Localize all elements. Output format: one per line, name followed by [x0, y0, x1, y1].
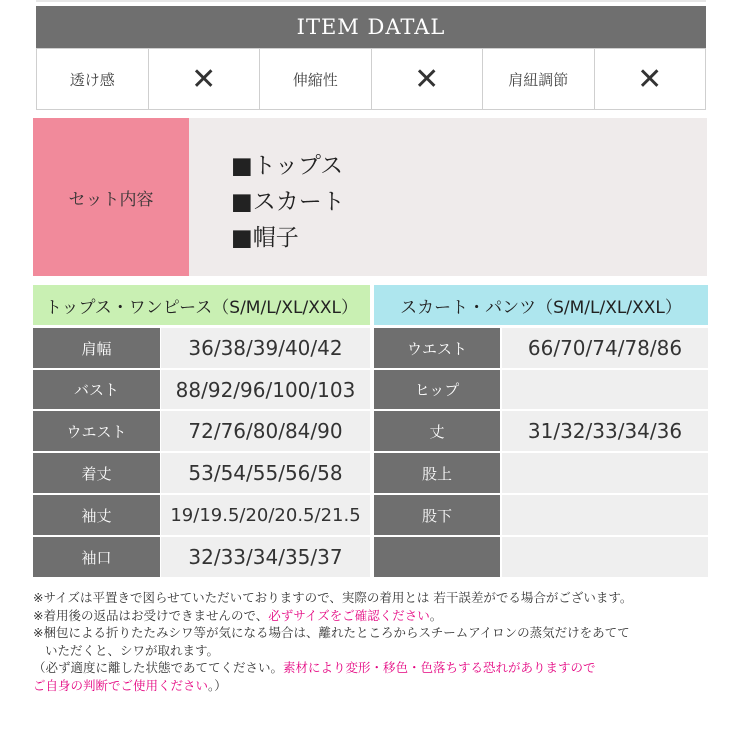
- bottoms-row-label: 股上: [374, 453, 500, 493]
- tops-row-value: 53/54/55/56/58: [161, 453, 370, 493]
- note-line: [33, 607, 723, 625]
- note-emphasis: 必ずサイズをご確認ください: [268, 607, 430, 623]
- tops-size-header: トップス・ワンピース（S/M/L/XL/XXL）: [33, 285, 370, 325]
- tops-row-value: 19/19.5/20/20.5/21.5: [161, 495, 370, 535]
- bottoms-row-value: [502, 537, 708, 577]
- tops-row-value: 36/38/39/40/42: [161, 328, 370, 368]
- tops-row-value: 88/92/96/100/103: [161, 370, 370, 409]
- note-line: [33, 677, 723, 695]
- attr-value-sheerness-cross-icon: ✕: [149, 49, 261, 109]
- tops-row-label: 肩幅: [33, 328, 160, 368]
- note-line: ※梱包による折りたたみシワ等が気になる場合は、離れたところからスチームアイロンの蒸気だけをあてて: [33, 625, 630, 640]
- note-line: [33, 659, 723, 677]
- set-item-tops: ■トップス: [231, 153, 344, 179]
- size-notes: [33, 589, 723, 694]
- tops-row-label: バスト: [33, 370, 160, 409]
- set-contents-label: セット内容: [33, 118, 189, 276]
- attr-label-strap-adjust: 肩紐調節: [483, 49, 595, 109]
- tops-row-value: 72/76/80/84/90: [161, 411, 370, 451]
- bottoms-row-value: [502, 495, 708, 535]
- bottoms-row-value: [502, 453, 708, 493]
- note-text: 。）: [208, 677, 227, 693]
- tops-row-value: 32/33/34/35/37: [161, 537, 370, 577]
- bottoms-size-header: スカート・パンツ（S/M/L/XL/XXL）: [374, 285, 708, 325]
- attr-value-strap-adjust-cross-icon: ✕: [637, 61, 663, 97]
- tops-row-label: 着丈: [33, 453, 160, 493]
- tops-row-label: ウエスト: [33, 411, 160, 451]
- bottoms-row-label: 股下: [374, 495, 500, 535]
- note-emphasis: 素材により変形・移色・色落ちする恐れがありますので: [283, 660, 596, 675]
- note-line: いただくと、シワが取れます。: [45, 642, 220, 658]
- top-divider: [36, 0, 706, 2]
- tops-row-label: 袖丈: [33, 495, 160, 535]
- set-item-hat: ■帽子: [231, 225, 299, 251]
- attr-label-stretch: 伸縮性: [260, 49, 372, 109]
- set-item-skirt: ■スカート: [231, 189, 345, 215]
- set-contents-list: [189, 118, 707, 276]
- note-line: ※サイズは平置きで図らせていただいておりますので、実際の着用とは 若干誤差がでる場合がございます。: [33, 590, 633, 605]
- bottoms-row-label: [374, 537, 500, 577]
- note-emphasis: ご自身の判断でご使用ください: [33, 677, 209, 693]
- note-text: （必ず適度に離した状態であててください。: [33, 660, 284, 675]
- note-text: ※着用後の返品はお受けできませんので、: [33, 607, 269, 623]
- bottoms-row-value: 31/32/33/34/36: [502, 411, 708, 451]
- bottoms-row-value: [502, 370, 708, 409]
- bottoms-row-value: 66/70/74/78/86: [502, 328, 708, 368]
- item-detail-header: ITEM DATAL: [36, 6, 706, 48]
- bottoms-row-label: 丈: [374, 411, 500, 451]
- attr-label-sheerness: 透け感: [37, 49, 149, 109]
- bottoms-row-label: ウエスト: [374, 328, 500, 368]
- tops-row-label: 袖口: [33, 537, 160, 577]
- attr-value-stretch-cross-icon: ✕: [372, 49, 484, 109]
- attribute-row: [36, 48, 706, 110]
- note-text: 。: [429, 607, 443, 623]
- bottoms-row-label: ヒップ: [374, 370, 500, 409]
